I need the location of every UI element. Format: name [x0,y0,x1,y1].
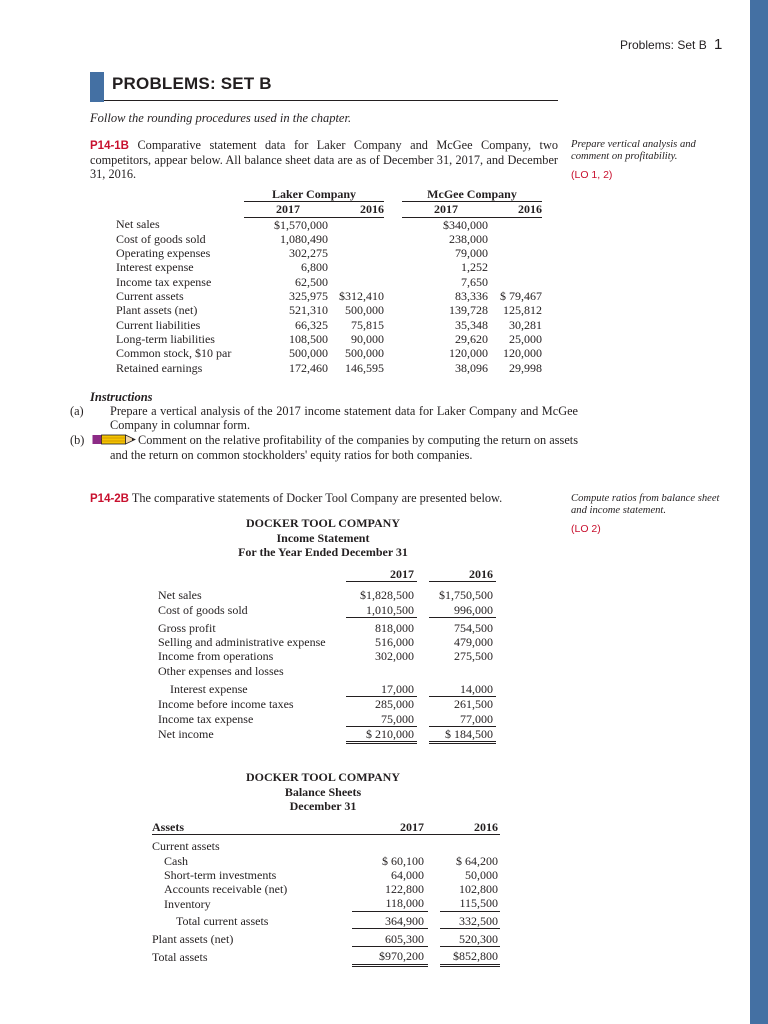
table-cell: 302,275 [289,246,328,261]
table-cell: 102,800 [459,882,498,897]
table-row [158,603,496,618]
table-cell [488,260,542,274]
table-cell [417,603,429,618]
table-cell: 25,000 [509,331,542,346]
year-header: 2017 [244,202,328,217]
table-cell: 146,595 [345,360,384,375]
table-cell: Plant assets (net) [152,932,234,947]
table-cell: 66,325 [295,317,328,332]
table-cell: 120,000 [449,346,488,361]
table-row [116,260,542,274]
table-cell [384,260,402,274]
table-cell: 6,800 [301,260,328,275]
instruction-b-label: (b) [70,433,85,447]
table-cell [384,217,402,232]
table-cell [417,635,429,649]
table-cell [328,275,384,289]
table-cell [346,664,417,678]
table-cell [417,617,429,635]
company-a-header: Laker Company [244,187,384,202]
table-cell: 7,650 [461,274,488,289]
section-marker [90,72,104,102]
table-row [116,246,542,260]
problem-1-text: Comparative statement data for Laker Company and McGee Company, two competitors, appear below. All balance sheet data are as of December 31, 2017, and December 31, 2016. [90,138,558,181]
table-cell: 79,000 [455,246,488,261]
table-cell: 818,000 [375,620,414,635]
table-cell: 1,080,490 [280,231,328,246]
table-cell: 500,000 [289,346,328,361]
problem-1-intro [90,138,558,181]
problem-1-number: P14-1B [90,140,129,152]
problem-1-learning-objective: (LO 1, 2) [571,169,613,181]
table-cell: 62,500 [295,274,328,289]
problem-2-learning-objective: (LO 2) [571,523,601,535]
table-cell: 1,252 [461,260,488,275]
table-row [158,712,496,727]
table-row [152,854,500,868]
table-cell: 1,010,500 [346,603,417,618]
year-header: 2017 [352,820,428,835]
table-cell: Income tax expense [116,274,212,289]
table-cell [417,678,429,697]
table-cell: Total assets [152,949,208,964]
table-row [116,289,542,303]
year-header: 2016 [429,567,496,582]
section-rule [104,100,558,101]
table-cell: 364,900 [352,911,428,928]
table-row [158,649,496,663]
table-cell: Interest expense [170,682,248,697]
table-cell [488,217,542,232]
table-cell: Current liabilities [116,317,201,332]
table-cell [428,868,440,882]
table-cell: Income from operations [158,649,274,664]
instruction-b [70,433,578,463]
table-cell: Other expenses and losses [158,663,284,678]
table-cell [384,346,402,360]
table-cell [328,246,384,260]
table-row [116,332,542,346]
table-cell: 500,000 [345,303,384,318]
table-cell: Cash [164,853,188,868]
table-row [116,318,542,332]
table-cell [428,947,440,965]
problem-2-margin-note: Compute ratios from balance sheet and income statement. [571,493,720,516]
table-cell [328,232,384,246]
table-row [152,929,500,947]
instruction-a-text: Prepare a vertical analysis of the 2017 income statement data for Laker Company and McGee Company in columnar form. [110,404,578,432]
table-cell: Accounts receivable (net) [164,882,288,897]
table-cell: 75,000 [346,712,417,727]
table-cell: Operating expenses [116,246,211,261]
table-cell: Plant assets (net) [116,303,198,318]
table-row [152,839,500,853]
table-cell: 38,096 [455,360,488,375]
rounding-note: Follow the rounding procedures used in the chapter. [90,111,352,125]
table-cell: 29,998 [509,360,542,375]
table-cell [428,929,440,947]
table-cell: 302,000 [375,649,414,664]
table-cell [384,303,402,317]
table-cell: Gross profit [158,620,216,635]
table-cell [384,246,402,260]
table-cell: Net sales [158,588,202,603]
table-cell [417,664,429,678]
table-cell: $ 184,500 [429,726,496,742]
table-row [158,726,496,742]
table-row [116,361,542,375]
table-row [152,896,500,911]
table-cell: 120,000 [503,346,542,361]
table-row [116,346,542,360]
income-statement-company: DOCKER TOOL COMPANY [245,516,400,530]
table-cell [429,664,496,678]
table-cell: 14,000 [429,678,496,697]
table-cell: 139,728 [449,303,488,318]
table-cell: 90,000 [351,331,384,346]
problem-2-number: P14-2B [90,493,129,505]
table-cell: 261,500 [454,697,493,712]
table-row [116,232,542,246]
balance-sheet-title: Balance Sheets [284,784,362,799]
table-cell: $340,000 [443,217,488,232]
table-cell: $1,828,500 [360,588,414,603]
table-cell: $ 79,467 [500,289,542,304]
table-row [152,882,500,896]
table-cell: 30,281 [509,317,542,332]
table-cell: Long-term liabilities [116,331,215,346]
table-cell: Income tax expense [158,711,254,726]
pencil-icon [112,434,136,448]
table-cell [384,232,402,246]
table-cell: 77,000 [429,712,496,727]
income-statement-heading [170,516,476,560]
problem-1-margin-note: Prepare vertical analysis and comment on profitability. [571,139,696,162]
table-cell: 29,620 [455,331,488,346]
table-cell: 605,300 [352,929,428,947]
table-cell: $312,410 [339,289,384,304]
year-header: 2017 [346,567,417,582]
table-cell: 125,812 [503,303,542,318]
table-cell [417,697,429,712]
year-header: 2016 [328,202,384,217]
table-cell [488,275,542,289]
table-row [158,697,496,712]
page-number: 1 [714,36,723,53]
table-cell: 83,336 [455,289,488,304]
table-cell: 35,348 [455,317,488,332]
table-cell: $ 64,200 [456,853,498,868]
table-cell [440,839,500,853]
table-cell: 172,460 [289,360,328,375]
table-cell [428,839,440,853]
table-row [116,275,542,289]
table-cell: 325,975 [289,289,328,304]
table-cell: Total current assets [176,913,269,928]
table-cell: $1,570,000 [274,217,328,232]
table-row [152,868,500,882]
table-cell [384,275,402,289]
instruction-a-label: (a) [70,404,84,418]
table-cell: 118,000 [352,896,428,911]
table-row [158,588,496,602]
balance-sheet-period: December 31 [289,799,357,813]
table-cell: 17,000 [346,678,417,697]
table-cell: $ 210,000 [346,726,417,742]
table-row [158,678,496,697]
table-cell [428,882,440,896]
table-cell: 285,000 [375,697,414,712]
table-cell [417,649,429,663]
table-cell [384,289,402,303]
table-cell: Cost of goods sold [158,602,248,617]
table-cell [328,217,384,232]
page-edge-strip [750,0,768,1024]
table-cell: Income before income taxes [158,697,294,712]
balance-sheet-heading [170,770,476,814]
table-cell: $1,750,500 [439,588,493,603]
table-cell: 479,000 [454,635,493,650]
assets-heading: Assets [152,820,352,835]
table-cell: $ 60,100 [382,853,424,868]
table-cell: Net sales [116,217,160,232]
table-cell: 996,000 [429,603,496,618]
instruction-b-text: Comment on the relative profitability of the companies by computing the return on assets and the return on common stockholders' equity ratios for both companies. [110,433,578,463]
company-b-header: McGee Company [402,187,542,202]
income-statement-table [158,567,496,744]
table-cell [428,911,440,928]
table-cell: 108,500 [289,331,328,346]
table-row [158,664,496,678]
table-cell: 520,300 [440,929,500,947]
table-cell: 115,500 [440,896,500,911]
table-cell [488,232,542,246]
table-cell: 275,500 [454,649,493,664]
table-cell [352,839,428,853]
table-row [116,217,542,232]
table-cell: Cost of goods sold [116,231,206,246]
table-row [158,617,496,635]
table-cell: Common stock, $10 par [116,346,232,361]
table-cell: $852,800 [440,947,500,965]
instructions-heading: Instructions [90,390,153,404]
running-head [620,36,722,53]
running-head-text: Problems: Set B [620,38,707,52]
table-row [152,911,500,928]
table-cell [428,896,440,911]
table-cell: Current assets [152,839,220,854]
balance-sheet-company: DOCKER TOOL COMPANY [245,770,400,784]
balance-sheet-table [152,820,500,967]
table-cell [428,854,440,868]
problem-2-intro [90,491,558,506]
table-row [158,635,496,649]
income-statement-title: Income Statement [276,530,370,545]
table-cell: 64,000 [391,867,424,882]
instruction-a [70,404,578,432]
table-cell: Interest expense [116,260,194,275]
table-cell: Current assets [116,289,184,304]
year-header: 2017 [402,202,488,217]
table-cell: 521,310 [289,303,328,318]
table-cell [384,318,402,332]
table-cell: 122,800 [385,882,424,897]
table-cell: Retained earnings [116,360,203,375]
table-row [152,947,500,965]
problem-2-text: The comparative statements of Docker Tool Company are presented below. [131,491,503,505]
comparative-data-table [116,187,542,375]
year-header: 2016 [440,820,500,835]
table-cell: Inventory [164,896,211,911]
table-cell [417,712,429,727]
table-cell: 516,000 [375,635,414,650]
table-cell: $970,200 [352,947,428,965]
table-cell: 332,500 [440,911,500,928]
table-cell: 500,000 [345,346,384,361]
table-cell [384,361,402,375]
table-cell: Short-term investments [164,867,277,882]
table-cell: 754,500 [454,620,493,635]
section-title: PROBLEMS: SET B [112,74,272,93]
table-cell [384,332,402,346]
table-cell: Net income [158,727,214,742]
table-cell: 238,000 [449,231,488,246]
table-cell [328,260,384,274]
table-cell [417,726,429,742]
table-row [116,303,542,317]
table-cell [417,588,429,602]
year-header: 2016 [488,202,542,217]
income-statement-period: For the Year Ended December 31 [238,545,408,559]
table-cell: 75,815 [351,317,384,332]
table-cell [488,246,542,260]
table-cell: Selling and administrative expense [158,635,326,650]
table-cell: 50,000 [465,867,498,882]
